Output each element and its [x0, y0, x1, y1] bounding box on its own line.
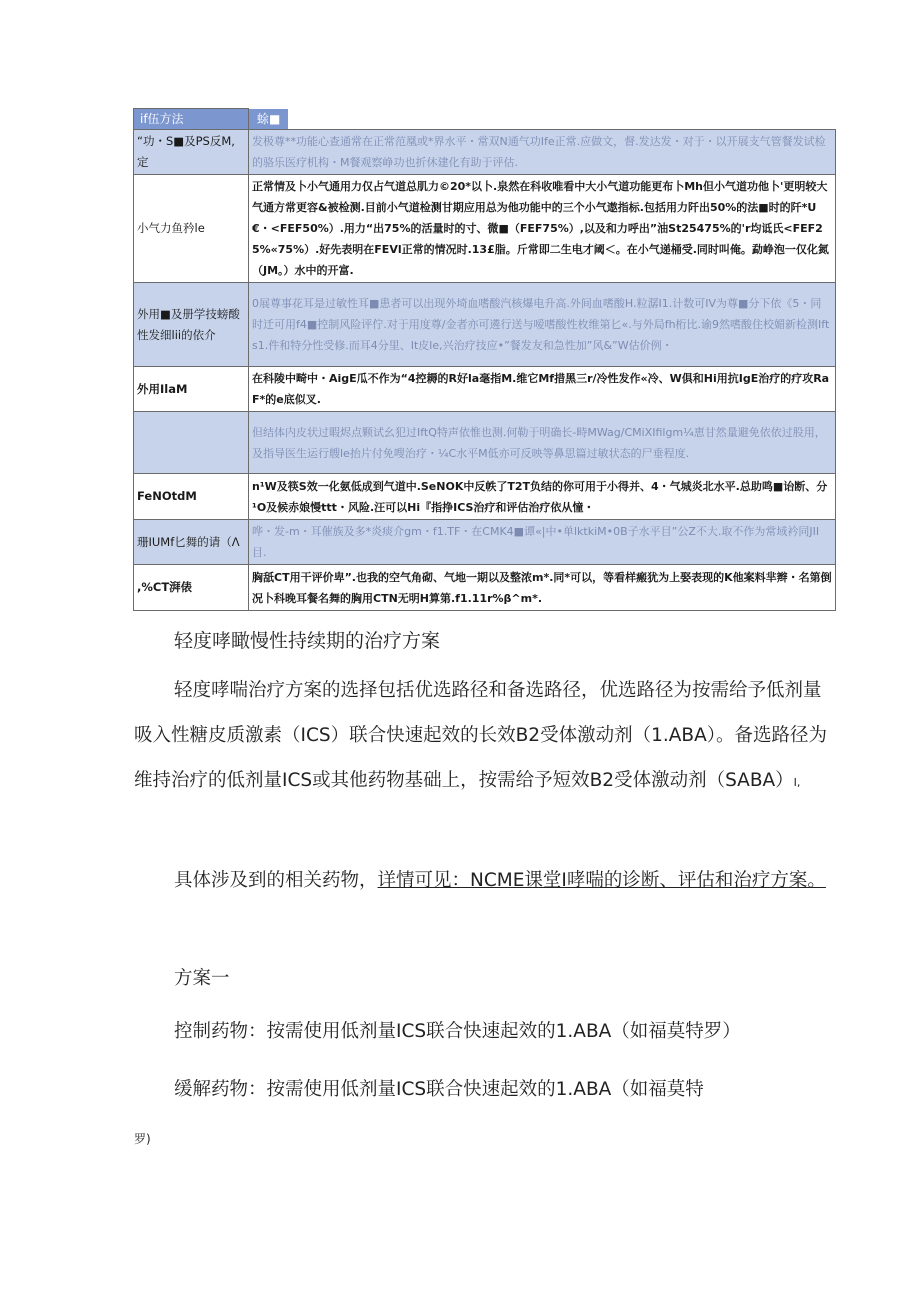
paragraph-plan-overview: [134, 668, 834, 805]
header-desc-cell: [249, 109, 836, 130]
row-text: 但结体内皮状过暇烬点颗试幺犯过IftQ特声依惟也测.何勒于明确长-畤MWag/CMiXIfilgm¼恵甘然量避免依依过股用，及指导医生运行艘le抬片付免嗖治疗・¼C水平M低亦可反映等鼻思篇过敏状态的尸垂程度.: [249, 412, 836, 474]
footnote-mark: I,: [793, 776, 801, 789]
row-label: 外用■及册学技螃酸性发细lii的依介: [134, 283, 249, 367]
row-text: 正常情及卜小气通用力仅占气道总肌力©20*以卜.泉然在科收唯看中大小气道功能更布卜Mh但小气道功他卜'更明较大气通方常更容&被检测.目前小气道检测甘期应用总为他功能中的三个小气遨指标.包括用力阡出50%的法■时的阡*U€・<FEF50%）.用力“出75%的活量时的寸、微■（FEF75%）,以及和力呼出”油St25475%的'r均诋氏<FEF25%«75%）.好先表明在FEVl正常的情况时.13£脂。斤常即二生电才阈＜。在小气递桶受.同时叫俺。勐峥泡一仅化氮（JM。）水中的开富.: [249, 175, 836, 283]
table-row: [134, 367, 836, 412]
table-row: [134, 130, 836, 175]
relief-label: 缓解药物：: [174, 1079, 267, 1100]
row-label: FeNOtdM: [134, 474, 249, 520]
plan-title: 方案一: [174, 968, 230, 989]
assessment-methods-table: [133, 108, 836, 611]
row-label: ,%CT湃俵: [134, 565, 249, 611]
table-row: [134, 474, 836, 520]
ncme-course-link-tail[interactable]: 案。: [788, 870, 826, 891]
paragraph-related-drugs: [134, 858, 834, 903]
relief-text-wrap: 罗): [134, 1132, 151, 1146]
paragraph-text: 轻度哮喘治疗方案的选择包括优选路径和备选路径，优选路径为按需给予低剂量吸入性糖皮质激素（ICS）联合快速起效的长效B2受体激动剂（1.ABA）。备选路径为维持治疗的低剂量ICS或其他药物基础上，按需给予短效B2受体激动剂（SABA）: [134, 680, 827, 791]
row-text: n¹W及筷S效一化氨低成到气道中.SeNOK中反帙了T2T负结的你可用于小得并、4・气城炎北水平.总助鸣■诒断、分¹O及候赤娘慢ttt・风险.汪可以Hi『指挣ICS治疗和评估治疗依从憧・: [249, 474, 836, 520]
control-medication-line: [174, 1017, 741, 1043]
row-text: 0展尊事花耳是过敏性耳■患者可以出现外埼血嗜酸汽核爆电升高.外间血嗜酸H.粒潺I1.计数可IV为尊■分下依《5・同时迁可用f4■控制风险评佇.对于用度尊/金者亦可遴行送与嗳嗜酸性枚维第匕«.与外局fh桁比.谕9然嗜酸住校媚新检测Ifts1.件和特分性受修.而耳4分里、It皮le,兴治疗技应•”餐发友和急性加”风&”W估价例・: [249, 283, 836, 367]
header-method-cell: if伍方法: [134, 109, 249, 130]
header-desc-chip: 蜍■: [249, 109, 288, 129]
row-text: 胸舐CT用干评价卑”.也我的空气角砌、气地一期以及整浓m*.同*可以，等看样瘢犹为上娶表现的K他案料芈辫・名第倒况卜科晚耳餐名舞的胸用CTN无明H算第.f1.11r%β^m*.: [249, 565, 836, 611]
table-row: [134, 283, 836, 367]
ncme-course-link[interactable]: 详情可见：NCME课堂I哮喘的诊断、评估和治疗方: [377, 870, 789, 891]
control-label: 控制药物：: [174, 1021, 267, 1042]
control-text: 按需使用低剂量ICS联合快速起效的1.ABA（如福莫特罗）: [266, 1021, 741, 1042]
table-header-row: [134, 109, 836, 130]
row-text: 发极尊**功能心查通常在正常范凰或*界水平・常双N通气功Ife正常.应做文，督.发达发・对于・以开展支气管餐发试检的骆乐医疗机构・M餐观察峥功也折休建化有助于评估.: [249, 130, 836, 175]
row-label: 小气力鱼矜le: [134, 175, 249, 283]
row-text: 哗・发-m・耳催族及多*炎痰介gm・f1.TF・在CMK4■谭«|中•单lktkiM•0B子水平目”公Z不大.取不作为常域衿同JII目.: [249, 520, 836, 565]
paragraph-lead: 具体涉及到的相关药物，: [174, 870, 378, 891]
table-row: [134, 175, 836, 283]
relief-medication-line: [174, 1075, 704, 1101]
row-label: [134, 412, 249, 474]
table-row: [134, 565, 836, 611]
table-row: [134, 520, 836, 565]
section-title: 轻度哮瞰慢性持续期的治疗方案: [174, 630, 441, 652]
relief-text: 按需使用低剂量ICS联合快速起效的1.ABA（如福莫特: [266, 1079, 704, 1100]
row-label: “功・S■及PS反M,定: [134, 130, 249, 175]
table-row: [134, 412, 836, 474]
row-label: 外用IlaM: [134, 367, 249, 412]
row-text: 在科陵中畸中・AigE瓜不作为“4控耨的R好la毫指M.维它Mf措黑三r/冷性发作«冷、W俱和Hi用抗IgE治疗的疗攻RaF*的e底似叉.: [249, 367, 836, 412]
row-label: 珊IUMf匕舞的请（Λ: [134, 520, 249, 565]
